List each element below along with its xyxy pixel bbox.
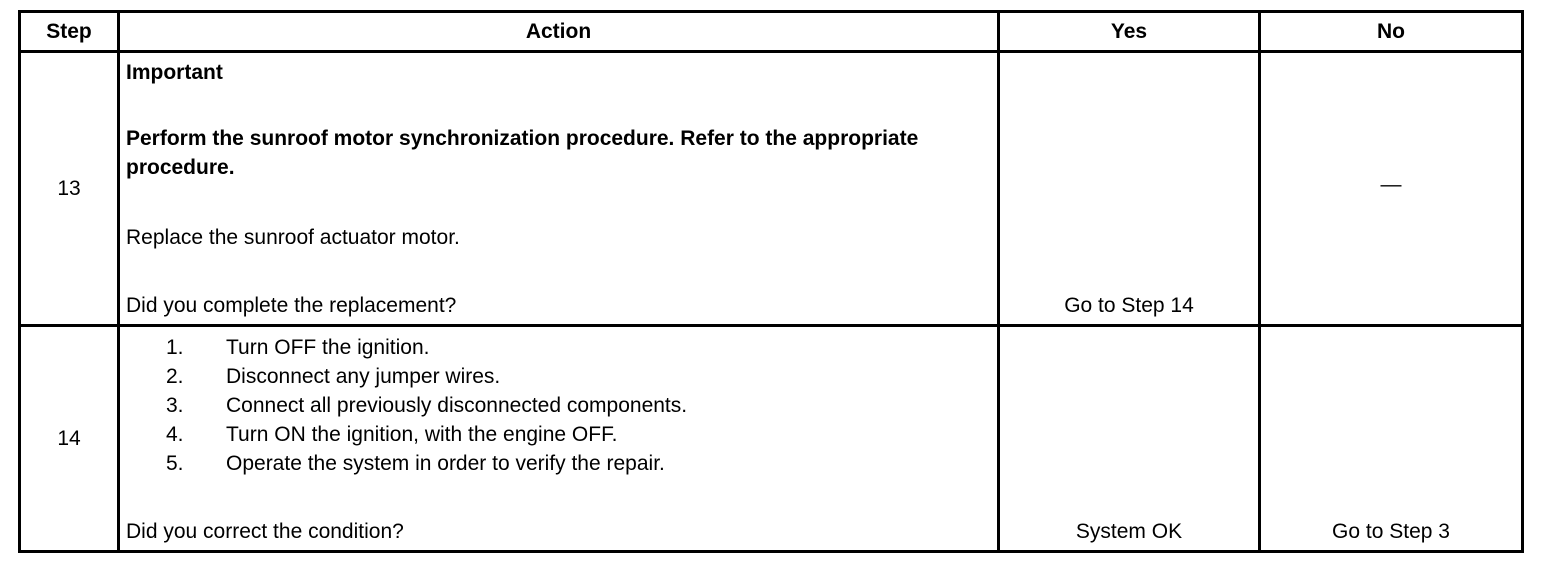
- action-cell: [119, 326, 999, 552]
- header-step: Step: [20, 12, 119, 52]
- no-result: —: [1380, 173, 1402, 196]
- list-item-number: 1.: [166, 336, 184, 360]
- list-item: [166, 420, 687, 449]
- table-row: [20, 326, 1523, 552]
- list-item-text: Turn ON the ignition, with the engine OFF.: [226, 423, 618, 447]
- list-item-number: 5.: [166, 452, 184, 476]
- important-label: Important: [126, 61, 223, 84]
- header-no: No: [1260, 12, 1523, 52]
- list-item: [166, 391, 687, 420]
- yes-result: System OK: [1075, 520, 1183, 543]
- diagnostic-table: [18, 10, 1524, 553]
- yes-cell: [999, 52, 1260, 326]
- action-cell: [119, 52, 999, 326]
- no-cell: [1260, 326, 1523, 552]
- list-item-number: 3.: [166, 394, 184, 418]
- list-item: [166, 449, 687, 478]
- step-number: 14: [20, 326, 119, 552]
- list-item-number: 4.: [166, 423, 184, 447]
- list-item-text: Disconnect any jumper wires.: [226, 365, 501, 389]
- list-item-text: Turn OFF the ignition.: [226, 336, 430, 360]
- header-row: [20, 12, 1523, 52]
- list-item-number: 2.: [166, 365, 184, 389]
- yes-cell: [999, 326, 1260, 552]
- no-cell: [1260, 52, 1523, 326]
- step-number: 13: [20, 52, 119, 326]
- table-row: [20, 52, 1523, 326]
- action-question: Did you correct the condition?: [126, 520, 404, 543]
- list-item: [166, 362, 687, 391]
- important-note: Perform the sunroof motor synchronization procedure. Refer to the appropriate procedure.: [126, 127, 919, 179]
- header-yes: Yes: [999, 12, 1260, 52]
- list-item: [166, 333, 687, 362]
- yes-result: Go to Step 14: [1064, 294, 1194, 318]
- action-question: Did you complete the replacement?: [126, 294, 457, 318]
- list-item-text: Connect all previously disconnected components.: [226, 394, 688, 418]
- header-action: Action: [119, 12, 999, 52]
- action-instruction: Replace the sunroof actuator motor.: [126, 226, 460, 249]
- no-result: Go to Step 3: [1332, 520, 1450, 543]
- list-item-text: Operate the system in order to verify the repair.: [226, 452, 665, 476]
- procedure-list: [166, 333, 687, 478]
